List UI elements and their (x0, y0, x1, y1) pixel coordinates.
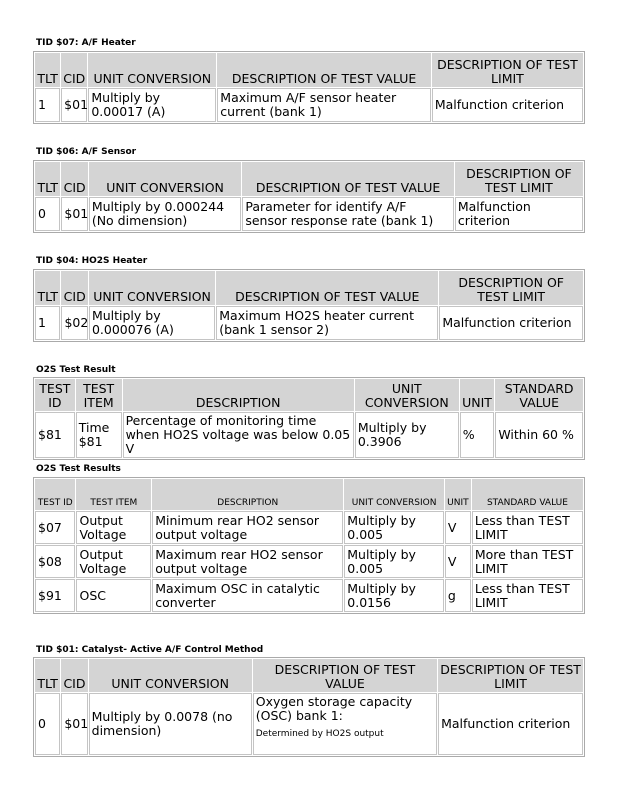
cell-description: Maximum OSC in catalytic converter (152, 579, 343, 612)
cell-test-id: $08 (35, 545, 75, 578)
cell-test-id: $91 (35, 579, 75, 612)
header-test-id: TEST ID (35, 379, 75, 411)
section-title-o2s-test-results: O2S Test Results (36, 464, 121, 474)
header-unit: UNIT (445, 479, 471, 510)
header-description: DESCRIPTION (123, 379, 354, 411)
table-row (35, 693, 583, 755)
cell-test-id: $81 (35, 412, 75, 458)
header-unit-conversion: UNIT CONVERSION (89, 162, 242, 196)
header-cid: CID (61, 162, 87, 196)
o2s-test-results-table (33, 477, 585, 614)
header-description: DESCRIPTION (152, 479, 343, 510)
cell-cid: $01 (61, 693, 87, 755)
cell-test-id: $07 (35, 511, 75, 544)
header-standard-value: STANDARD VALUE (495, 379, 583, 411)
tid01-table (33, 657, 585, 757)
header-test-item: TEST ITEM (76, 479, 151, 510)
table-header-row (35, 659, 583, 692)
header-cid: CID (61, 271, 87, 305)
header-test-value: DESCRIPTION OF TEST VALUE (253, 659, 437, 692)
cell-standard-value: More than TEST LIMIT (472, 545, 583, 578)
cell-cid: $01 (61, 88, 87, 122)
table-row (35, 579, 583, 612)
header-test-id: TEST ID (35, 479, 75, 510)
cell-test-limit: Malfunction criterion (439, 306, 583, 340)
header-cid: CID (61, 659, 87, 692)
cell-tlt: 1 (35, 306, 60, 340)
cell-unit-conversion: Multiply by 0.3906 (355, 412, 459, 458)
cell-unit-conversion: Multiply by 0.005 (344, 511, 444, 544)
header-test-value: DESCRIPTION OF TEST VALUE (216, 271, 438, 305)
cell-test-limit: Malfunction criterion (438, 693, 583, 755)
cell-tlt: 0 (35, 197, 60, 231)
table-row (35, 545, 583, 578)
table-header-row (35, 479, 583, 510)
cell-unit-conversion: Multiply by 0.000244 (No dimension) (89, 197, 242, 231)
cell-test-item: OSC (76, 579, 151, 612)
cell-unit: V (445, 511, 471, 544)
header-unit-conversion: UNIT CONVERSION (89, 271, 215, 305)
header-tlt: TLT (35, 271, 60, 305)
header-tlt: TLT (35, 162, 60, 196)
cell-description: Minimum rear HO2 sensor output voltage (152, 511, 343, 544)
tid06-table (33, 160, 585, 233)
cell-test-limit: Malfunction criterion (455, 197, 583, 231)
header-test-value: DESCRIPTION OF TEST VALUE (242, 162, 453, 196)
table-header-row (35, 162, 583, 196)
header-test-limit: DESCRIPTION OF TEST LIMIT (439, 271, 583, 305)
header-test-value: DESCRIPTION OF TEST VALUE (217, 53, 431, 87)
header-test-limit: DESCRIPTION OF TEST LIMIT (432, 53, 583, 87)
header-tlt: TLT (35, 659, 60, 692)
table-header-row (35, 53, 583, 87)
section-title-o2s-test-result: O2S Test Result (36, 365, 116, 375)
cell-cid: $02 (61, 306, 87, 340)
section-title-tid06: TID $06: A/F Sensor (36, 147, 137, 157)
section-title-tid01: TID $01: Catalyst- Active A/F Control Method (36, 645, 264, 655)
cell-test-limit: Malfunction criterion (432, 88, 583, 122)
cell-unit: g (445, 579, 471, 612)
table-row (35, 197, 583, 231)
cell-test-item: Output Voltage (76, 545, 151, 578)
cell-unit-conversion: Multiply by 0.00017 (A) (88, 88, 216, 122)
table-row (35, 412, 583, 458)
header-cid: CID (61, 53, 87, 87)
cell-unit: V (445, 545, 471, 578)
header-unit-conversion: UNIT CONVERSION (88, 53, 216, 87)
test-value-note: Determined by HO2S output (255, 729, 384, 739)
cell-tlt: 0 (35, 693, 60, 755)
cell-test-value: Parameter for identify A/F sensor response rate (bank 1) (242, 197, 453, 231)
cell-unit: % (460, 412, 495, 458)
cell-unit-conversion: Multiply by 0.0078 (no dimension) (89, 693, 252, 755)
table-row (35, 306, 583, 340)
header-unit-conversion: UNIT CONVERSION (89, 659, 252, 692)
cell-standard-value: Less than TEST LIMIT (472, 511, 583, 544)
section-title-tid07: TID $07: A/F Heater (36, 38, 136, 48)
cell-unit-conversion: Multiply by 0.0156 (344, 579, 444, 612)
o2s-test-result-table (33, 377, 585, 460)
test-value-text: Oxygen storage capacity (OSC) bank 1: (255, 694, 413, 723)
table-row (35, 511, 583, 544)
header-test-limit: DESCRIPTION OF TEST LIMIT (438, 659, 583, 692)
header-tlt: TLT (35, 53, 60, 87)
header-test-limit: DESCRIPTION OF TEST LIMIT (455, 162, 583, 196)
header-standard-value: STANDARD VALUE (472, 479, 583, 510)
header-unit-conversion: UNIT CONVERSION (355, 379, 459, 411)
cell-unit-conversion: Multiply by 0.005 (344, 545, 444, 578)
tid04-table (33, 269, 585, 342)
cell-test-item: Output Voltage (76, 511, 151, 544)
header-unit: UNIT (460, 379, 495, 411)
cell-standard-value: Less than TEST LIMIT (472, 579, 583, 612)
cell-cid: $01 (61, 197, 87, 231)
cell-description: Percentage of monitoring time when HO2S voltage was below 0.05 V (123, 412, 354, 458)
header-test-item: TEST ITEM (76, 379, 122, 411)
cell-test-value: Maximum A/F sensor heater current (bank 1) (217, 88, 431, 122)
table-header-row (35, 379, 583, 411)
tid07-table (33, 51, 585, 124)
cell-test-value: Maximum HO2S heater current (bank 1 sensor 2) (216, 306, 438, 340)
table-header-row (35, 271, 583, 305)
table-row (35, 88, 583, 122)
cell-tlt: 1 (35, 88, 60, 122)
header-unit-conversion: UNIT CONVERSION (344, 479, 444, 510)
cell-unit-conversion: Multiply by 0.000076 (A) (89, 306, 215, 340)
section-title-tid04: TID $04: HO2S Heater (36, 256, 148, 266)
cell-description: Maximum rear HO2 sensor output voltage (152, 545, 343, 578)
cell-test-value (253, 693, 437, 755)
cell-test-item: Time $81 (76, 412, 122, 458)
cell-standard-value: Within 60 % (495, 412, 583, 458)
